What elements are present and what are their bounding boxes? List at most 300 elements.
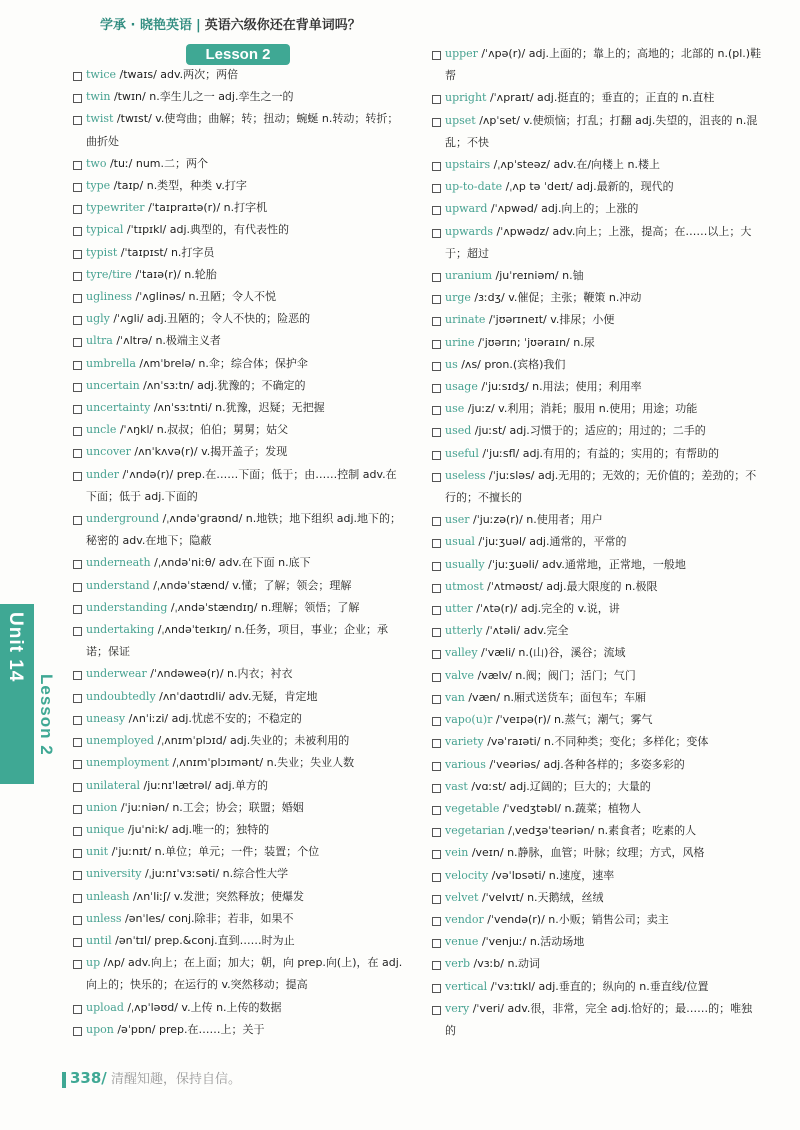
vocab-definition: /ˈveri/ adv.很，非常，完全 adj.恰好的；最……的；唯独的 bbox=[445, 1001, 753, 1037]
vocab-entry bbox=[73, 264, 403, 286]
checkbox-icon[interactable] bbox=[432, 650, 441, 659]
vocab-word: umbrella bbox=[86, 356, 136, 370]
vocab-entry bbox=[73, 508, 403, 552]
vocab-word: unemployed bbox=[86, 734, 155, 748]
vocab-entry bbox=[432, 976, 762, 998]
checkbox-icon[interactable] bbox=[73, 405, 82, 414]
vocab-definition: /ˈjʊərɪn; ˈjʊəraɪn/ n.尿 bbox=[474, 335, 595, 349]
vocab-entry bbox=[73, 952, 403, 996]
checkbox-icon[interactable] bbox=[432, 118, 441, 127]
vocab-word: typewriter bbox=[86, 201, 145, 215]
vocab-word: upper bbox=[445, 47, 478, 60]
checkbox-icon[interactable] bbox=[432, 917, 441, 926]
page-number: 338/ bbox=[70, 1069, 107, 1087]
checkbox-icon[interactable] bbox=[432, 673, 441, 682]
checkbox-icon[interactable] bbox=[432, 784, 441, 793]
vocab-definition: /ˈʌɡli/ adj.丑陋的；令人不快的；险恶的 bbox=[109, 312, 311, 326]
vocab-definition: /ˈʌpwədz/ adv.向上；上涨，提高；在……以上；大于；超过 bbox=[445, 224, 752, 260]
vocab-entry bbox=[73, 619, 403, 663]
checkbox-icon[interactable] bbox=[432, 606, 441, 615]
vocab-word: urge bbox=[445, 291, 471, 305]
checkbox-icon[interactable] bbox=[432, 517, 441, 526]
vocab-entry bbox=[432, 642, 762, 664]
vocab-word: valley bbox=[445, 646, 478, 660]
vocab-definition: /ˈʌŋkl/ n.叔叔；伯伯；舅舅；姑父 bbox=[116, 423, 289, 437]
vocab-definition: /juˈniːk/ adj.唯一的；独特的 bbox=[124, 822, 270, 836]
vocab-word: van bbox=[445, 690, 465, 704]
vocab-definition: /ˈjuːsɪdʒ/ n.用法；使用；利用率 bbox=[477, 380, 642, 394]
checkbox-icon[interactable] bbox=[73, 72, 82, 81]
vocab-entry bbox=[432, 43, 762, 87]
checkbox-icon[interactable] bbox=[73, 805, 82, 814]
vocab-definition: /juˈreɪniəm/ n.铀 bbox=[492, 269, 584, 283]
vocab-definition: /ˈjuːzə(r)/ n.使用者；用户 bbox=[469, 513, 603, 527]
vocab-entry bbox=[432, 554, 762, 576]
checkbox-icon[interactable] bbox=[73, 627, 82, 636]
checkbox-icon[interactable] bbox=[432, 162, 441, 171]
vocab-definition: /ˈvelvɪt/ n.天鹅绒，丝绒 bbox=[478, 890, 604, 904]
checkbox-icon[interactable] bbox=[73, 716, 82, 725]
checkbox-icon[interactable] bbox=[73, 272, 82, 281]
vocab-entry bbox=[73, 308, 403, 330]
vocab-word: upload bbox=[86, 1000, 124, 1014]
vocab-definition: /twɪn/ n.孪生儿之一 adj.孪生之一的 bbox=[110, 90, 294, 104]
vocab-entry bbox=[432, 620, 762, 642]
vocab-entry bbox=[73, 597, 403, 619]
vocab-word: up-to-date bbox=[445, 180, 503, 194]
checkbox-icon[interactable] bbox=[432, 340, 441, 349]
checkbox-icon[interactable] bbox=[73, 738, 82, 747]
vocab-definition: /ˈveəriəs/ adj.各种各样的；多姿多彩的 bbox=[485, 757, 685, 771]
page-header: 学承 · 晓艳英语 | 英语六级你还在背单词吗？ bbox=[100, 18, 361, 33]
vocab-entry bbox=[432, 887, 762, 909]
vocab-word: various bbox=[445, 757, 486, 771]
vocab-word: upright bbox=[445, 91, 487, 105]
vocab-word: us bbox=[445, 357, 458, 371]
vocab-entry bbox=[73, 175, 403, 197]
vocab-entry bbox=[73, 686, 403, 708]
checkbox-icon[interactable] bbox=[432, 739, 441, 748]
vocab-entry bbox=[73, 375, 403, 397]
vocab-definition: /tuː/ num.二；两个 bbox=[106, 156, 209, 170]
vocab-entry bbox=[432, 842, 762, 864]
vocab-entry bbox=[73, 752, 403, 774]
vocab-entry bbox=[73, 419, 403, 441]
vocab-definition: /juːnɪˈlætrəl/ adj.单方的 bbox=[140, 778, 269, 792]
vocab-definition: /ˌʌpˈsteəz/ adv.在/向楼上 n.楼上 bbox=[490, 158, 661, 172]
vocab-definition: /ˌʌp tə ˈdeɪt/ adj.最新的，现代的 bbox=[502, 180, 674, 194]
vocab-definition: /veɪn/ n.静脉，血管；叶脉；纹理；方式，风格 bbox=[468, 846, 705, 860]
vocab-word: upstairs bbox=[445, 158, 491, 172]
checkbox-icon[interactable] bbox=[432, 229, 441, 238]
vocab-definition: /vælv/ n.阀；阀门；活门；气门 bbox=[474, 668, 636, 682]
vocab-word: upwards bbox=[445, 224, 494, 238]
right-column bbox=[432, 43, 762, 1042]
vocab-entry bbox=[432, 687, 762, 709]
vocab-definition: /ˈvæli/ n.(山)谷，溪谷；流域 bbox=[477, 646, 626, 660]
vocab-definition: /ˈjuːnɪt/ n.单位；单元；一件；装置；个位 bbox=[108, 845, 320, 859]
checkbox-icon[interactable] bbox=[73, 694, 82, 703]
vocab-entry bbox=[432, 87, 762, 109]
vocab-definition: /ˌʌnɪmˈplɔɪd/ adj.失业的；未被利用的 bbox=[154, 734, 350, 748]
checkbox-icon[interactable] bbox=[73, 361, 82, 370]
vocab-definition: /ˈveɪpə(r)/ n.蒸气；潮气；雾气 bbox=[492, 713, 653, 727]
checkbox-icon[interactable] bbox=[73, 871, 82, 880]
vocab-entry bbox=[73, 353, 403, 375]
vocab-definition: /ˌvedʒəˈteəriən/ n.素食者；吃素的人 bbox=[504, 824, 697, 838]
vocab-word: undoubtedly bbox=[86, 689, 156, 703]
vocab-entry bbox=[432, 754, 762, 776]
vocab-word: velvet bbox=[445, 890, 479, 904]
vocab-word: uncle bbox=[86, 423, 117, 437]
vocab-word: underwear bbox=[86, 667, 147, 681]
checkbox-icon[interactable] bbox=[432, 273, 441, 282]
vocab-entry bbox=[432, 443, 762, 465]
vocab-word: understand bbox=[86, 578, 150, 592]
vocab-word: unleash bbox=[86, 889, 130, 903]
checkbox-icon[interactable] bbox=[432, 1006, 441, 1015]
checkbox-icon[interactable] bbox=[73, 383, 82, 392]
vocab-word: vast bbox=[445, 779, 468, 793]
vocab-entry bbox=[432, 598, 762, 620]
vocab-entry bbox=[73, 286, 403, 308]
vocab-word: uncertain bbox=[86, 378, 140, 392]
vocab-entry bbox=[73, 863, 403, 885]
vocab-definition: /ˈjuːʒuəl/ adj.通常的，平常的 bbox=[474, 535, 627, 549]
vocab-entry bbox=[432, 154, 762, 176]
checkbox-icon[interactable] bbox=[432, 473, 441, 482]
vocab-word: unique bbox=[86, 822, 125, 836]
vocab-entry bbox=[432, 909, 762, 931]
vocab-word: unit bbox=[86, 845, 109, 859]
vocab-definition: /ˈjuːsləs/ adj.无用的；无效的；无价值的；差劲的；不行的；不擅长的 bbox=[445, 468, 757, 505]
vocab-word: twist bbox=[86, 112, 114, 126]
vocab-entry bbox=[73, 153, 403, 175]
checkbox-icon[interactable] bbox=[73, 205, 82, 214]
vocab-definition: /ˈʌpə(r)/ adj.上面的；靠上的；高地的；北部的 n.(pl.)鞋帮 bbox=[445, 47, 762, 83]
vocab-definition: /vɑːst/ adj.辽阔的；巨大的；大量的 bbox=[467, 779, 651, 793]
vocab-word: typist bbox=[86, 245, 118, 259]
vocab-entry bbox=[432, 998, 762, 1042]
checkbox-icon[interactable] bbox=[432, 317, 441, 326]
vocab-word: unilateral bbox=[86, 778, 141, 792]
checkbox-icon[interactable] bbox=[432, 51, 441, 60]
vocab-entry bbox=[432, 398, 762, 420]
checkbox-icon[interactable] bbox=[432, 428, 441, 437]
vocab-word: upward bbox=[445, 202, 488, 216]
checkbox-icon[interactable] bbox=[432, 717, 441, 726]
vocab-word: user bbox=[445, 513, 470, 527]
vocab-definition: /ʌpˈset/ v.使烦恼；打乱；打翻 adj.失望的，沮丧的 n.混乱；不快 bbox=[445, 113, 758, 149]
vocab-entry bbox=[432, 354, 762, 376]
vocab-entry bbox=[432, 665, 762, 687]
vocab-entry bbox=[73, 219, 403, 241]
vocab-definition: /ˈʌltrə/ n.极端主义者 bbox=[112, 334, 221, 348]
vocab-entry bbox=[432, 465, 762, 509]
vocab-definition: /taɪp/ n.类型，种类 v.打字 bbox=[110, 179, 247, 193]
vocab-definition: /ˌʌpˈləʊd/ v.上传 n.上传的数据 bbox=[123, 1000, 282, 1014]
vocab-entry bbox=[73, 908, 403, 930]
vocab-word: unemployment bbox=[86, 756, 169, 770]
vocab-definition: /ˌjuːnɪˈvɜːsəti/ n.综合性大学 bbox=[141, 867, 289, 881]
vocab-entry bbox=[432, 309, 762, 331]
vocab-word: useful bbox=[445, 446, 479, 460]
vocab-word: university bbox=[86, 867, 142, 881]
vocab-definition: /ʌnˈiːzi/ adj.忧虑不安的；不稳定的 bbox=[125, 711, 302, 725]
vocab-definition: /ˌʌndəˈniːθ/ adv.在下面 n.底下 bbox=[150, 556, 311, 570]
checkbox-icon[interactable] bbox=[432, 584, 441, 593]
vocab-entry bbox=[73, 997, 403, 1019]
checkbox-icon[interactable] bbox=[432, 95, 441, 104]
vocab-word: velocity bbox=[445, 868, 489, 882]
vocab-word: urinate bbox=[445, 313, 486, 327]
vocab-word: usual bbox=[445, 535, 475, 549]
lesson-title: Lesson 2 bbox=[186, 44, 290, 65]
vocab-word: tyre/tire bbox=[86, 267, 132, 281]
footer-slogan: 清醒知趣，保持自信。 bbox=[110, 1072, 241, 1087]
vocab-entry bbox=[432, 265, 762, 287]
vocab-definition: /ʌp/ adv.向上；在上面；加大；朝，向 prep.向(上)，在 adj.向上的；快乐的；在运行的 v.突然移动；提高 bbox=[86, 956, 403, 992]
checkbox-icon[interactable] bbox=[73, 116, 82, 125]
vocab-definition: /vəˈraɪəti/ n.不同种类；变化；多样化；变体 bbox=[483, 735, 709, 749]
vocab-definition: /ˈʌndəweə(r)/ n.内衣；衬衣 bbox=[146, 667, 293, 681]
vocab-entry bbox=[432, 865, 762, 887]
checkbox-icon[interactable] bbox=[73, 605, 82, 614]
vocab-entry bbox=[432, 420, 762, 442]
vocab-word: variety bbox=[445, 735, 484, 749]
checkbox-icon[interactable] bbox=[73, 516, 82, 525]
vocab-word: uneasy bbox=[86, 711, 126, 725]
side-tab-lesson: Lesson 2 bbox=[37, 674, 56, 756]
vocab-entry bbox=[73, 819, 403, 841]
vocab-definition: /ˈtɪpɪkl/ adj.典型的，有代表性的 bbox=[123, 223, 290, 237]
vocab-word: very bbox=[445, 1001, 470, 1015]
checkbox-icon[interactable] bbox=[432, 451, 441, 460]
vocab-entry bbox=[73, 886, 403, 908]
vocab-entry bbox=[73, 86, 403, 108]
vocab-word: undertaking bbox=[86, 623, 155, 637]
vocab-entry bbox=[73, 242, 403, 264]
vocab-definition: /ˌʌndəˈteɪkɪŋ/ n.任务，项目，事业；企业；承诺；保证 bbox=[86, 623, 389, 659]
header-tagline: 英语六级你还在背单词吗？ bbox=[204, 18, 361, 33]
vocab-definition: /ˈʌtməʊst/ adj.最大限度的 n.极限 bbox=[483, 579, 658, 593]
checkbox-icon[interactable] bbox=[73, 183, 82, 192]
vocab-entry bbox=[73, 108, 403, 152]
vocab-entry bbox=[432, 332, 762, 354]
checkbox-icon[interactable] bbox=[73, 760, 82, 769]
checkbox-icon[interactable] bbox=[432, 384, 441, 393]
vocab-definition: /ˈjʊərɪneɪt/ v.排尿；小便 bbox=[485, 313, 615, 327]
vocab-definition: /ˈʌndə(r)/ prep.在……下面；低于；由……控制 adv.在下面；低于 adj.下面的 bbox=[86, 467, 397, 503]
vocab-definition: /ʌs/ pron.(宾格)我们 bbox=[457, 357, 566, 371]
vocab-word: venue bbox=[445, 935, 479, 949]
checkbox-icon[interactable] bbox=[73, 161, 82, 170]
checkbox-icon[interactable] bbox=[432, 873, 441, 882]
vocab-entry bbox=[432, 376, 762, 398]
vocab-definition: /juːst/ adj.习惯于的；适应的；用过的；二手的 bbox=[471, 424, 706, 438]
checkbox-icon[interactable] bbox=[73, 1005, 82, 1014]
checkbox-icon[interactable] bbox=[73, 1027, 82, 1036]
checkbox-icon[interactable] bbox=[73, 960, 82, 969]
checkbox-icon[interactable] bbox=[432, 184, 441, 193]
checkbox-icon[interactable] bbox=[73, 827, 82, 836]
checkbox-icon[interactable] bbox=[432, 562, 441, 571]
vocab-entry bbox=[432, 176, 762, 198]
vocab-definition: /ˈtaɪə(r)/ n.轮胎 bbox=[131, 267, 217, 281]
vocab-definition: /ˈʌpwəd/ adj.向上的；上涨的 bbox=[487, 202, 639, 216]
vocab-definition: /ˌʌndəˈɡraʊnd/ n.地铁；地下组织 adj.地下的；秘密的 adv.在地下；隐蔽 bbox=[86, 512, 402, 548]
checkbox-icon[interactable] bbox=[73, 560, 82, 569]
vocab-word: vegetarian bbox=[445, 824, 505, 838]
checkbox-icon[interactable] bbox=[73, 583, 82, 592]
vocab-entry bbox=[73, 1019, 403, 1041]
vocab-word: verb bbox=[445, 957, 471, 971]
checkbox-icon[interactable] bbox=[73, 294, 82, 303]
vocab-definition: /ˌʌndəˈstænd/ v.懂；了解；领会；理解 bbox=[149, 578, 352, 592]
vocab-definition: /ˈtaɪpɪst/ n.打字员 bbox=[117, 245, 215, 259]
checkbox-icon[interactable] bbox=[73, 316, 82, 325]
checkbox-icon[interactable] bbox=[73, 338, 82, 347]
checkbox-icon[interactable] bbox=[432, 984, 441, 993]
vocab-entry bbox=[73, 197, 403, 219]
left-column bbox=[73, 64, 403, 1041]
checkbox-icon[interactable] bbox=[73, 449, 82, 458]
checkbox-icon[interactable] bbox=[432, 850, 441, 859]
vocab-entry bbox=[73, 330, 403, 352]
vocab-entry bbox=[73, 775, 403, 797]
vocab-word: upon bbox=[86, 1022, 114, 1036]
vocab-entry bbox=[73, 464, 403, 508]
checkbox-icon[interactable] bbox=[432, 806, 441, 815]
vocab-entry bbox=[432, 798, 762, 820]
vocab-word: ugly bbox=[86, 312, 110, 326]
vocab-definition: /əˈpɒn/ prep.在……上；关于 bbox=[113, 1022, 265, 1036]
vocab-definition: /juːz/ v.利用；消耗；服用 n.使用；用途；功能 bbox=[464, 402, 698, 416]
vocab-definition: /ˈvendə(r)/ n.小贩；销售公司；卖主 bbox=[483, 912, 669, 926]
checkbox-icon[interactable] bbox=[432, 939, 441, 948]
checkbox-icon[interactable] bbox=[432, 295, 441, 304]
checkbox-icon[interactable] bbox=[73, 783, 82, 792]
checkbox-icon[interactable] bbox=[432, 539, 441, 548]
vocab-definition: /ʌnˈsɜːtn/ adj.犹豫的；不确定的 bbox=[139, 378, 306, 392]
checkbox-icon[interactable] bbox=[432, 895, 441, 904]
checkbox-icon[interactable] bbox=[73, 671, 82, 680]
vocab-definition: /ˈvɜːtɪkl/ adj.垂直的；纵向的 n.垂直线/位置 bbox=[487, 979, 709, 993]
vocab-entry bbox=[432, 931, 762, 953]
checkbox-icon[interactable] bbox=[432, 628, 441, 637]
checkbox-icon[interactable] bbox=[73, 894, 82, 903]
vocab-word: vertical bbox=[445, 979, 488, 993]
vocab-entry bbox=[432, 287, 762, 309]
checkbox-icon[interactable] bbox=[432, 961, 441, 970]
vocab-entry bbox=[73, 441, 403, 463]
vocab-entry bbox=[73, 730, 403, 752]
vocab-word: vegetable bbox=[445, 801, 500, 815]
vocab-word: up bbox=[86, 956, 101, 970]
vocab-word: useless bbox=[445, 468, 486, 482]
vocab-definition: /vəˈlɒsəti/ n.速度，速率 bbox=[488, 868, 615, 882]
vocab-definition: /twɪst/ v.使弯曲；曲解；转；扭动；蜿蜒 n.转动；转折；曲折处 bbox=[86, 112, 399, 148]
vocab-word: vein bbox=[445, 846, 469, 860]
page-footer bbox=[62, 1068, 241, 1088]
checkbox-icon[interactable] bbox=[73, 938, 82, 947]
vocab-entry bbox=[73, 708, 403, 730]
checkbox-icon[interactable] bbox=[432, 828, 441, 837]
vocab-word: twin bbox=[86, 90, 111, 104]
vocab-definition: /ˈvedʒtəbl/ n.蔬菜；植物人 bbox=[499, 801, 641, 815]
vocab-definition: /ˌʌndəˈstændɪŋ/ n.理解；领悟；了解 bbox=[167, 600, 360, 614]
vocab-definition: /ʌnˈkʌvə(r)/ v.揭开盖子；发现 bbox=[130, 445, 288, 459]
vocab-entry bbox=[432, 531, 762, 553]
vocab-definition: /ˈjuːʒuəli/ adv.通常地，正常地，一般地 bbox=[484, 557, 686, 571]
vocab-entry bbox=[432, 221, 762, 265]
vocab-definition: /twaɪs/ adv.两次；两倍 bbox=[116, 68, 239, 81]
vocab-word: used bbox=[445, 424, 472, 438]
vocab-entry bbox=[432, 820, 762, 842]
vocab-word: twice bbox=[86, 68, 117, 81]
vocab-definition: /vɜːb/ n.动词 bbox=[470, 957, 540, 971]
vocab-entry bbox=[432, 709, 762, 731]
vocab-definition: /ʌmˈbrelə/ n.伞；综合体；保护伞 bbox=[135, 356, 308, 370]
checkbox-icon[interactable] bbox=[73, 427, 82, 436]
vocab-word: underground bbox=[86, 512, 160, 526]
vocab-entry bbox=[73, 797, 403, 819]
vocab-word: use bbox=[445, 402, 465, 416]
checkbox-icon[interactable] bbox=[432, 206, 441, 215]
vocab-entry bbox=[432, 776, 762, 798]
checkbox-icon[interactable] bbox=[73, 916, 82, 925]
vocab-entry bbox=[73, 841, 403, 863]
vocab-definition: /ʌnˈliːʃ/ v.发泄；突然释放；使爆发 bbox=[129, 889, 305, 903]
checkbox-icon[interactable] bbox=[432, 362, 441, 371]
side-tab bbox=[0, 604, 56, 784]
vocab-definition: /ˈʌpraɪt/ adj.挺直的；垂直的；正直的 n.直柱 bbox=[486, 91, 715, 105]
vocab-entry bbox=[432, 509, 762, 531]
vocab-word: union bbox=[86, 800, 118, 814]
vocab-definition: /væn/ n.厢式送货车；面包车；车厢 bbox=[464, 690, 647, 704]
vocab-entry bbox=[73, 64, 403, 86]
vocab-entry bbox=[432, 110, 762, 154]
checkbox-icon[interactable] bbox=[73, 227, 82, 236]
brand-name: 学承 · 晓艳英语 bbox=[100, 18, 192, 33]
vocab-word: utmost bbox=[445, 579, 484, 593]
checkbox-icon[interactable] bbox=[432, 762, 441, 771]
checkbox-icon[interactable] bbox=[73, 472, 82, 481]
vocab-word: typical bbox=[86, 223, 124, 237]
vocab-entry bbox=[73, 663, 403, 685]
checkbox-icon[interactable] bbox=[73, 94, 82, 103]
vocab-word: utter bbox=[445, 602, 473, 616]
vocab-word: until bbox=[86, 933, 112, 947]
vocab-definition: /ʌnˈdaʊtɪdli/ adv.无疑，肯定地 bbox=[155, 689, 318, 703]
checkbox-icon[interactable] bbox=[73, 250, 82, 259]
vocab-word: urine bbox=[445, 335, 475, 349]
vocab-definition: /ənˈles/ conj.除非；若非，如果不 bbox=[121, 911, 294, 925]
vocab-word: valve bbox=[445, 668, 475, 682]
vocab-definition: /ˈjuːniən/ n.工会；协会；联盟；婚姻 bbox=[117, 800, 304, 814]
checkbox-icon[interactable] bbox=[432, 406, 441, 415]
vocab-word: utterly bbox=[445, 624, 483, 638]
vocab-definition: /ʌnˈsɜːtnti/ n.犹豫，迟疑；无把握 bbox=[150, 401, 325, 415]
vocab-word: unless bbox=[86, 911, 122, 925]
vocab-definition: /ˈjuːsfl/ adj.有用的；有益的；实用的；有帮助的 bbox=[478, 446, 720, 460]
vocab-word: vendor bbox=[445, 912, 484, 926]
vocab-entry bbox=[432, 953, 762, 975]
checkbox-icon[interactable] bbox=[432, 695, 441, 704]
vocab-definition: /ɜːdʒ/ v.催促；主张；鞭策 n.冲动 bbox=[470, 291, 642, 305]
checkbox-icon[interactable] bbox=[73, 849, 82, 858]
vocab-word: underneath bbox=[86, 556, 151, 570]
